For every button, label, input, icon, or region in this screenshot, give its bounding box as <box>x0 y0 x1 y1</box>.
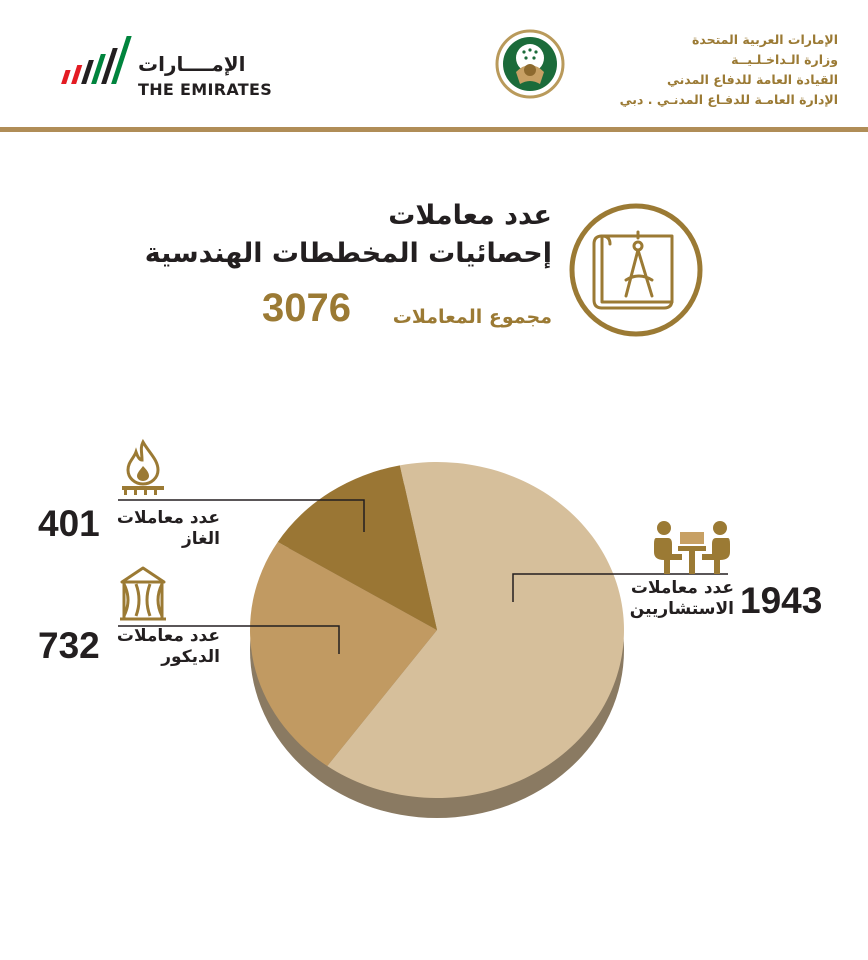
consultants-meeting-icon <box>650 518 734 576</box>
org-line: القيادة العامة للدفاع المدني <box>666 72 838 87</box>
org-line: الإمارات العربية المتحدة <box>691 32 838 47</box>
decor-label-line2: الديكور <box>161 647 220 667</box>
emirates-logo-english: THE EMIRATES <box>138 80 273 99</box>
emirates-flag-bars-icon <box>60 32 140 102</box>
ministry-emblem-icon <box>494 28 566 100</box>
gas-label-line2: الغاز <box>182 529 220 549</box>
organization-name <box>620 30 838 110</box>
gas-slice-label <box>117 508 220 550</box>
gas-slice-value: 401 <box>38 503 100 544</box>
consultants-slice-value: 1943 <box>740 580 823 621</box>
tent-icon <box>116 564 170 626</box>
total-label: مجموع المعاملات <box>392 306 552 328</box>
total-value: 3076 <box>262 286 351 330</box>
decor-label-line1: عدد معاملات <box>116 626 220 646</box>
header-divider <box>0 127 868 132</box>
gas-label-line1: عدد معاملات <box>116 508 220 528</box>
blueprint-compass-icon <box>568 202 704 338</box>
decor-slice-value: 732 <box>38 625 100 666</box>
page-title-line2: إحصائيات المخططات الهندسية <box>144 238 552 269</box>
gas-flame-icon <box>116 438 170 500</box>
page-title-line1: عدد معاملات <box>388 200 552 231</box>
consultants-label-line2: الاستشاريين <box>629 599 734 619</box>
consultants-slice-label <box>630 578 734 620</box>
emirates-logo-arabic: الإمــــارات <box>138 52 246 76</box>
org-line: وزارة الـداخـلـيــة <box>731 52 838 67</box>
decor-slice-label <box>117 626 220 668</box>
consultants-label-line1: عدد معاملات <box>630 578 734 598</box>
org-line: الإدارة العامـة للدفـاع المدنـي . دبي <box>619 92 838 107</box>
